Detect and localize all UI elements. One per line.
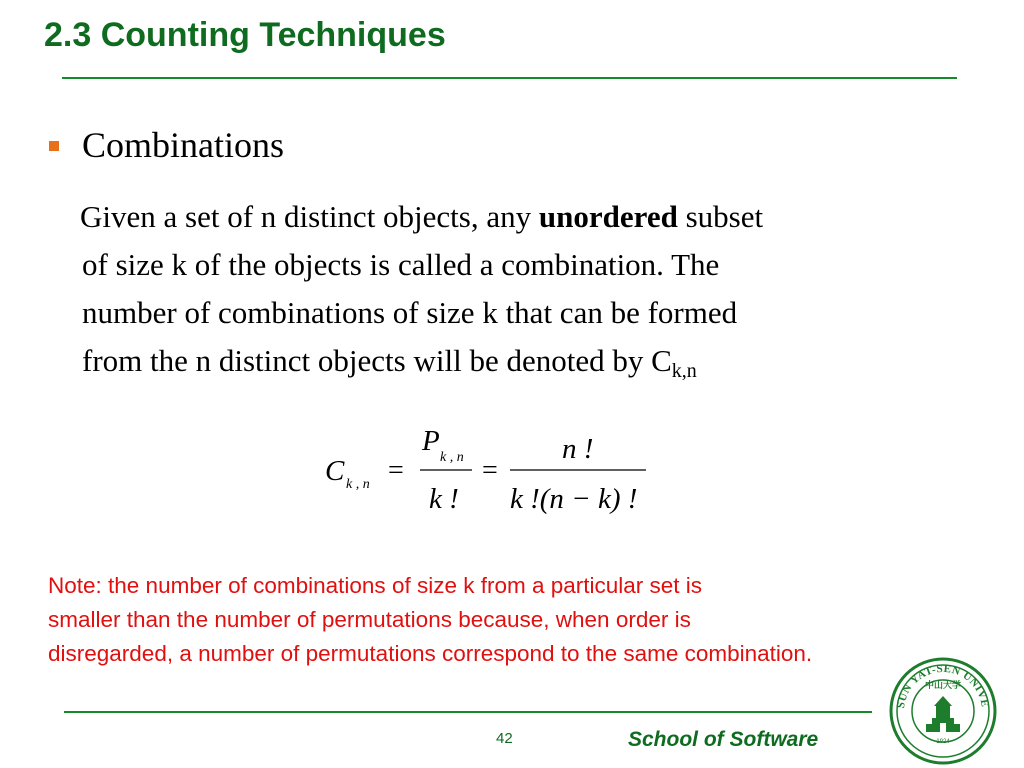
page-number: 42: [496, 730, 513, 747]
title-divider: [62, 77, 957, 79]
paragraph-line-3: number of combinations of size k that can be formed: [82, 295, 738, 330]
paragraph-line-4: [82, 337, 982, 385]
university-seal-logo: [888, 656, 998, 766]
seal-ring-text: SUN YAT-SEN UNIVE: [895, 662, 991, 710]
seal-icon: [888, 656, 998, 766]
formula-frac1-denominator: k !: [429, 483, 459, 515]
paragraph-line-2: of size k of the objects is called a combination. The: [82, 247, 720, 282]
notation-subscript: k,n: [671, 360, 697, 382]
formula-svg: [322, 420, 662, 530]
bullet-square-icon: [49, 141, 59, 151]
formula-lhs-c: C: [325, 455, 345, 487]
slide-title: 2.3 Counting Techniques: [44, 16, 446, 54]
footer-school-name: School of Software: [628, 728, 819, 751]
formula-frac1-numerator-subscript: k , n: [440, 450, 464, 465]
formula-frac2-numerator: n !: [562, 433, 594, 465]
paragraph-line-1: [80, 193, 982, 241]
formula-frac1-numerator: P: [422, 425, 440, 457]
seal-year: 1924: [936, 739, 950, 745]
note-line-2: smaller than the number of permutations because, when order is: [48, 607, 691, 632]
seal-hanzi: 中山大学: [924, 681, 962, 691]
combination-formula: [322, 420, 662, 530]
note-paragraph: [48, 569, 1023, 671]
note-line-1: Note: the number of combinations of size k from a particular set is: [48, 573, 703, 598]
paragraph-line-1-start: Given a set of n distinct objects, any: [80, 199, 539, 234]
formula-frac2-denominator: k !(n − k) !: [510, 483, 638, 515]
note-line-3: disregarded, a number of permutations correspond to the same combination.: [48, 641, 813, 666]
formula-equals-1: =: [388, 455, 404, 486]
formula-equals-2: =: [482, 455, 498, 486]
paragraph-line-1-end: subset: [677, 199, 764, 234]
emphasis-unordered: unordered: [538, 199, 678, 234]
bullet-heading: Combinations: [82, 125, 285, 165]
formula-lhs-subscript: k , n: [346, 477, 370, 492]
paragraph-line-4-text: from the n distinct objects will be denoted by C: [82, 343, 672, 378]
footer-divider: [64, 711, 872, 713]
definition-paragraph: [82, 193, 982, 385]
